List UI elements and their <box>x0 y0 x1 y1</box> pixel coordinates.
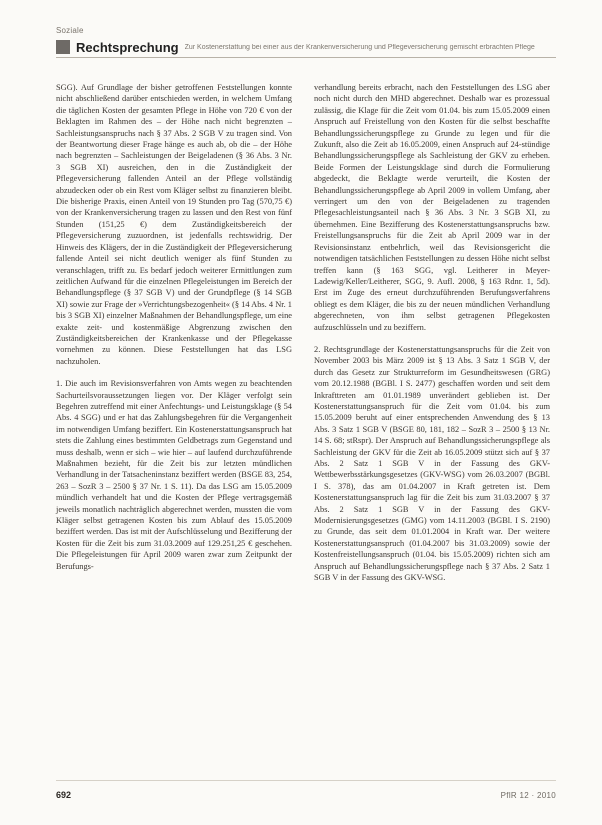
header-marker-icon <box>56 40 70 54</box>
header-subtitle: Zur Kostenerstattung bei einer aus der Krankenversicherung und Pflegeversicherung gemischt erbrachten Pflege <box>184 43 535 51</box>
right-paragraph: 2. Rechtsgrundlage der Kostenerstattungsanspruchs für die Zeit von November 2003 bis März 2009 ist § 13 Abs. 3 Satz 1 SGB V, der durch das Gesetz zur Strukturreform im Gesundheitswesen (GRG) vom 20.12.1988 (BGBl. I S. 2477) geschaffen worden und seit dem Inkrafttreten am 01.01.1989 unverändert geblieben ist. Der Kostenerstattungsanspruch für die Zeit vom 01.04. bis zum 15.05.2009 beruht auf einer entsprechenden Anwendung des § 13 Abs. 3 Satz 1 SGB V (BSGE 80, 181, 182 – SozR 3 – 2500 § 13 Nr. 14 S. 68; stRspr). Der Anspruch auf Behandlungssicherungspflege als Sachleistung der GKV für die Zeit ab 16.05.2009 stützt sich auf § 37 Abs. 2 Satz 1 SGB V in der Fassung des GKV-Wettbewerbsstärkungsgesetzes (GKV-WSG) vom 26.03.2007 (BGBl. I S. 378), das am 01.04.2007 in Kraft getreten ist. Dem Kostenerstattungsanspruch lag für die Zeit bis zum 31.03.2007 § 37 Abs. 2 Satz 1 SGB V in der Fassung des GKV-Modernisierungsgesetzes (GMG) vom 14.11.2003 (BGBl. I S. 2190) zu Grunde, das seit dem 01.01.2004 in Kraft war. Der weitere Kostenerstattungsanspruch (01.04.2007 bis 31.03.2009) sowie der Kostenfreistellungsanspruch (01.04. bis 15.05.2009) richten sich am Anspruch auf Behandlungssicherungspflege nach § 37 Abs. 2 Satz 1 SGB V in der Fassung des GKV-WSG. <box>314 344 550 583</box>
right-column <box>314 82 550 594</box>
section-label: Soziale <box>56 26 84 35</box>
header-title: Rechtsprechung <box>76 39 179 55</box>
right-paragraph: verhandlung bereits erbracht, nach den Feststellungen des LSG aber noch nicht durch den MHD abgerechnet. Deshalb war es prozessual zulässig, die Klage für die Zeit vom 01.04. bis zum 15.05.2009 einen Anspruch auf Freistellung von den Kosten für die selbst beschaffte Behandlungssicherungspflege zu Grunde zu legen und für die Zukunft, also die Zeit ab 16.05.2009, einen Anspruch auf 24-stündige Behandlungssicherungspflege als Sachleistung der GKV zu erheben. Beide Formen der Leistungsklage sind durch die Formulierung abgedeckt, die Beklagte werde verurteilt, die Kosten der Behandlungssicherungspflege ab April 2009 in vollem Umfang, aber verringert um den von der Beigeladenen zu tragenden Pflegesachleistungsanteil nach § 36 Abs. 3 Nr. 3 SGB XI, zu übernehmen. Eine Bezifferung des Kostenerstattungsanspruchs bzw. Freistellungsanspruchs für die Zeit ab April 2009 war in der Revisionsinstanz entbehrlich, weil das Revisionsgericht die notwendigen tatsächlichen Feststellungen zu dessen Höhe nicht selbst treffen kann (§ 163 SGG, vgl. Leitherer in Meyer-Ladewig/Keller/Leitherer, SGG, 9. Aufl. 2008, § 163 Rdnr. 1, 5d). Erst im Zuge des erneut durchzuführenden Berufungsverfahrens obliegt es dem Kläger, die bis zu der neuen mündlichen Verhandlung abgerechneten, von ihm selbst getragenen Pflegekosten aufzuschlüsseln und zu beziffern. <box>314 83 550 332</box>
journal-reference: PflR 12 · 2010 <box>500 791 556 800</box>
page-header <box>56 38 556 56</box>
left-paragraph: 1. Die auch im Revisionsverfahren von Amts wegen zu beachtenden Sachurteilsvoraussetzungen liegen vor. Der Kläger verfolgt sein Begehren zutreffend mit einer Anfechtungs- und Leistungsklage (§ 54 Abs. 4 SGG) und er hat das Zahlungsbegehren für die Vergangenheit im notwendigen Umfang beziffert. Ein Kostenerstattungsanspruch hat stets die Zahlung eines bestimmten Geldbetrags zum Gegenstand und muss deshalb, wenn er sich – wie hier – auf laufend durchzuführende Maßnahmen bezieht, für die Zeit bis zur letzten mündlichen Verhandlung in der Tatsacheninstanz beziffert werden (BSGE 83, 254, 263 – SozR 3 – 2500 § 37 Nr. 1 S. 11). Da das LSG am 15.05.2009 mündlich verhandelt hat und die Kosten der Pflege vertragsgemäß jeweils monatlich nachträglich abgerechnet werden, mussten die vom Kläger selbst getragenen Kosten bis zum Ablauf des 15.05.2009 beziffert werden. Das ist mit der Aufschlüsselung und Bezifferung der Kosten für die Zeit bis zum 31.03.2009 auf 129.251,25 € geschehen. Die Pflegeleistungen für April 2009 waren zwar zum Zeitpunkt der Berufungs- <box>56 379 292 571</box>
header-divider <box>56 57 556 58</box>
left-column <box>56 82 292 583</box>
page-number: 692 <box>56 790 72 800</box>
left-paragraph: SGG). Auf Grundlage der bisher getroffenen Feststellungen konnte nicht abschließend darüber entschieden werden, in welchem Umfang die täglichen Kosten der gesamten Pflege in Höhe von 720 € von der Beklagten im Rahmen des – der Höhe nach nicht begrenzten – Sachleistungsanspruchs nach § 37 Abs. 2 SGB V zu tragen sind. Von der Beantwortung dieser Frage hänge es auch ab, ob die – der Höhe nach begrenzten – Sachleistungen der Beigeladenen (§ 36 Abs. 3 Nr. 3 SGB XI) ausreichen, den in die Zuständigkeit der Pflegeversicherung fallenden Anteil an der Pflege vollständig abzudecken oder ob ein Rest vom Kläger selbst zu finanzieren bleibt. Die bisherige Praxis, einen Anteil von 19 Stunden pro Tag (570,75 €) von der Krankenversicherung tragen zu lassen und den Rest von fünf Stunden (151,25 €) dem Zuständigkeitsbereich der Pflegeversicherung zuzuordnen, ist jedenfalls rechtswidrig. Der Hinweis des Klägers, der in die Zuständigkeit der Pflegeversicherung fallende Anteil sei nicht deutlich weniger als fünf Stunden zu veranschlagen, trifft zu. Es bedarf jedoch weiterer Ermittlungen zum zeitlichen Aufwand für die einzelnen Pflegeleistungen im Bereich der Behandlungspflege (§ 37 SGB V) und der Grundpflege (§ 14 SGB XI) sowie zur Frage der »Verrichtungsbezogenheit« (§ 14 Abs. 4 Nr. 1 bis 3 SGB XI) einzelner Maßnahmen der Behandlungspflege, um eine exakte zeit- und kostenmäßige Abgrenzung zwischen den Zuständigkeitsbereichen der Krankenkasse und der Pflegekasse vornehmen zu können. Diese Feststellungen hat das LSG nachzuholen. <box>56 83 292 366</box>
footer-divider <box>56 780 556 781</box>
